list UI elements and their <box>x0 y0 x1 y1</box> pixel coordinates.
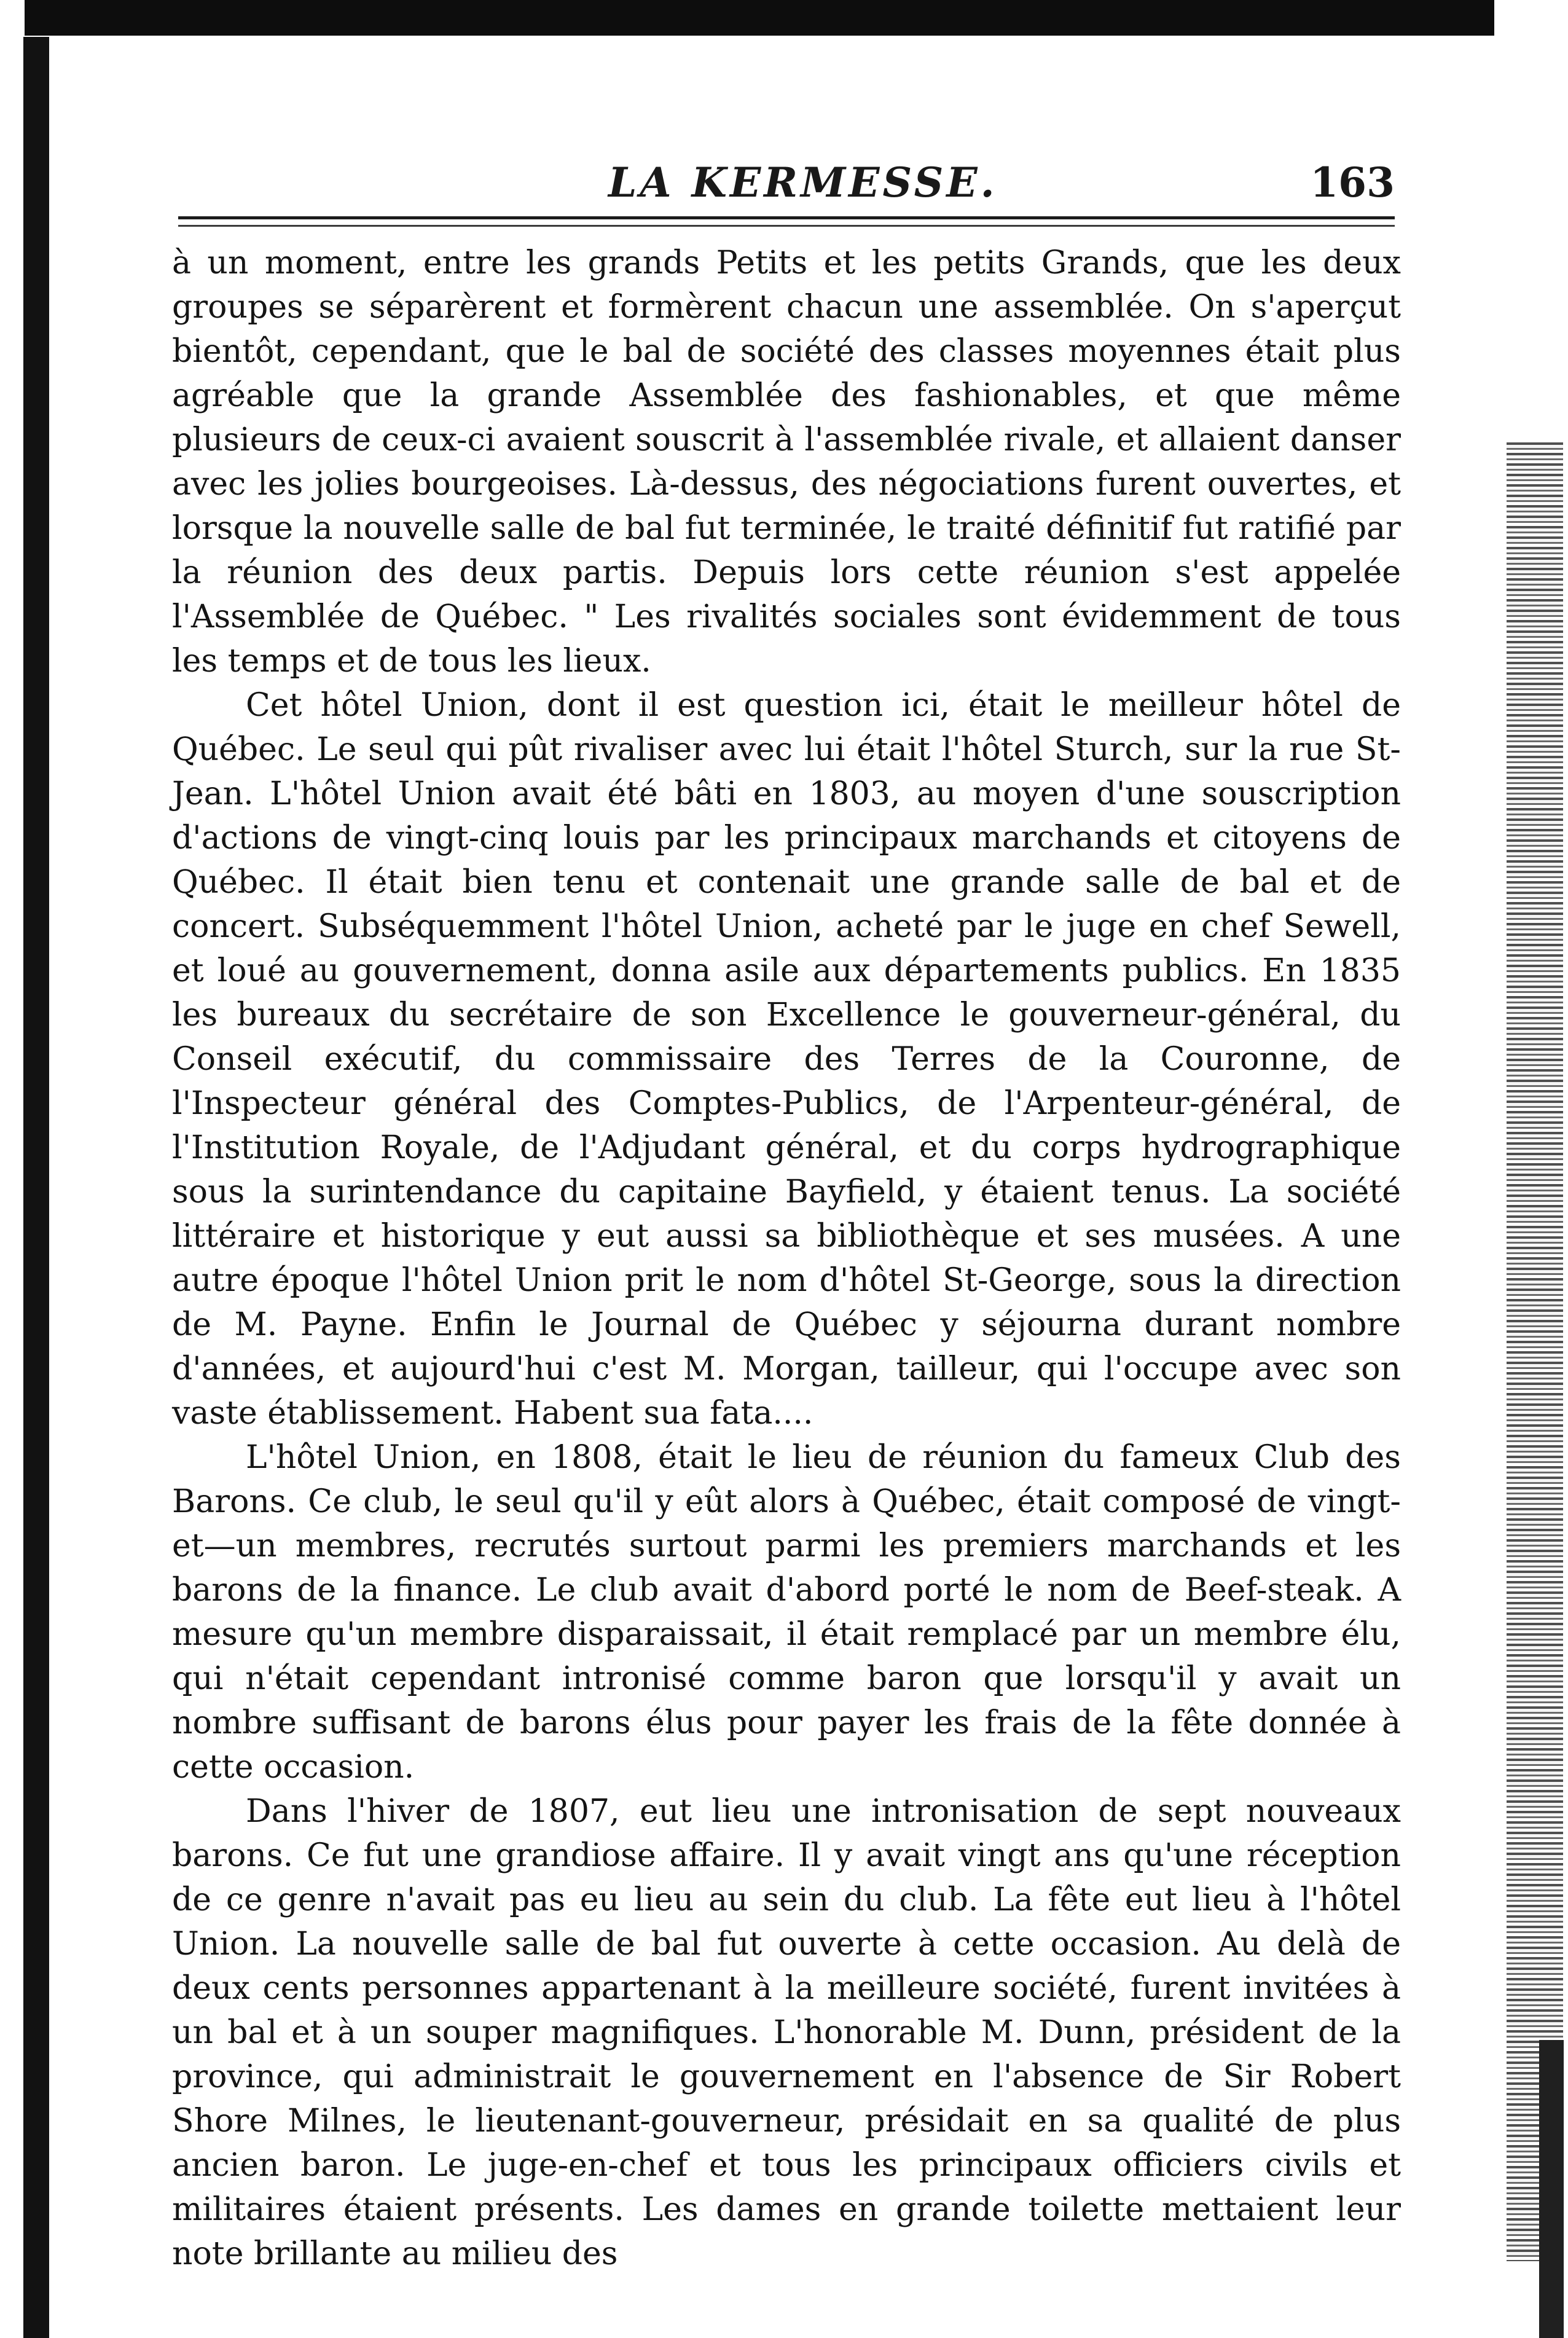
page-header <box>178 147 1395 221</box>
paragraph: Cet hôtel Union, dont il est question ici, était le meilleur hôtel de Québec. Le seul qui pût rivaliser avec lui était l'hôtel Sturch, sur la rue St-Jean. L'hôtel Union avait été bâti en 1803, au moyen d'une souscription d'actions de vingt-cinq louis par les principaux marchands et citoyens de Québec. Il était bien tenu et contenait une grande salle de bal et de concert. Subséquemment l'hôtel Union, acheté par le juge en chef Sewell, et loué au gouvernement, donna asile aux départements publics. En 1835 les bureaux du secrétaire de son Excellence le gouverneur-général, du Conseil exécutif, du commissaire des Terres de la Couronne, de l'Inspecteur général des Comptes-Publics, de l'Arpenteur-général, de l'Institution Royale, de l'Adjudant général, et du corps hydrographique sous la surintendance du capitaine Bayfield, y étaient tenus. La société littéraire et historique y eut aussi sa bibliothèque et ses musées. A une autre époque l'hôtel Union prit le nom d'hôtel St-George, sous la direction de M. Payne. Enfin le Journal de Québec y séjourna durant nombre d'années, et aujourd'hui c'est M. Morgan, tailleur, qui l'occupe avec son vaste établissement. Habent sua fata.... <box>172 687 1401 1432</box>
paragraph: L'hôtel Union, en 1808, était le lieu de réunion du fameux Club des Barons. Ce club, le seul qu'il y eût alors à Québec, était composé de vingt-et—un membres, recrutés surtout parmi les premiers marchands et les barons de la finance. Le club avait d'abord porté le nom de Beef-steak. A mesure qu'un membre disparaissait, il était remplacé par un membre élu, qui n'était cependant intronisé comme baron que lorsqu'il y avait un nombre suffisant de barons élus pour payer les frais de la fête donnée à cette occasion. <box>172 1439 1401 1786</box>
header-rule <box>178 216 1395 219</box>
top-border-rule <box>25 0 1494 36</box>
header-rule-secondary <box>178 225 1395 227</box>
left-border-rule <box>23 37 49 2338</box>
paragraph: à un moment, entre les grands Petits et les petits Grands, que les deux groupes se séparèrent et formèrent chacun une assemblée. On s'aperçut bientôt, cependant, que le bal de société des classes moyennes était plus agréable que la grande Assemblée des fashionables, et que même plusieurs de ceux-ci avaient souscrit à l'assemblée rivale, et allaient danser avec les jolies bourgeoises. Là-dessus, des négociations furent ouvertes, et lorsque la nouvelle salle de bal fut terminée, le traité définitif fut ratifié par la réunion des deux partis. Depuis lors cette réunion s'est appelée l'Assemblée de Québec. " Les rivalités sociales sont évidemment de tous les temps et de tous les lieux. <box>172 245 1401 680</box>
body-text <box>172 241 1401 2276</box>
right-page-edge-lower <box>1539 2040 1564 2338</box>
page-number: 163 <box>1310 159 1395 206</box>
paragraph: Dans l'hiver de 1807, eut lieu une intronisation de sept nouveaux barons. Ce fut une grandiose affaire. Il y avait vingt ans qu'une réception de ce genre n'avait pas eu lieu au sein du club. La fête eut lieu à l'hôtel Union. La nouvelle salle de bal fut ouverte à cette occasion. Au delà de deux cents personnes appartenant à la meilleure société, furent invitées à un bal et à un souper magnifiques. L'honorable M. Dunn, président de la province, qui administrait le gouvernement en l'absence de Sir Robert Shore Milnes, le lieutenant-gouverneur, présidait en sa qualité de plus ancien baron. Le juge-en-chef et tous les principaux officiers civils et militaires étaient présents. Les dames en grande toilette mettaient leur note brillante au milieu des <box>172 1793 1401 2272</box>
running-title: LA KERMESSE. <box>608 159 998 206</box>
right-page-edge <box>1507 442 1563 2261</box>
